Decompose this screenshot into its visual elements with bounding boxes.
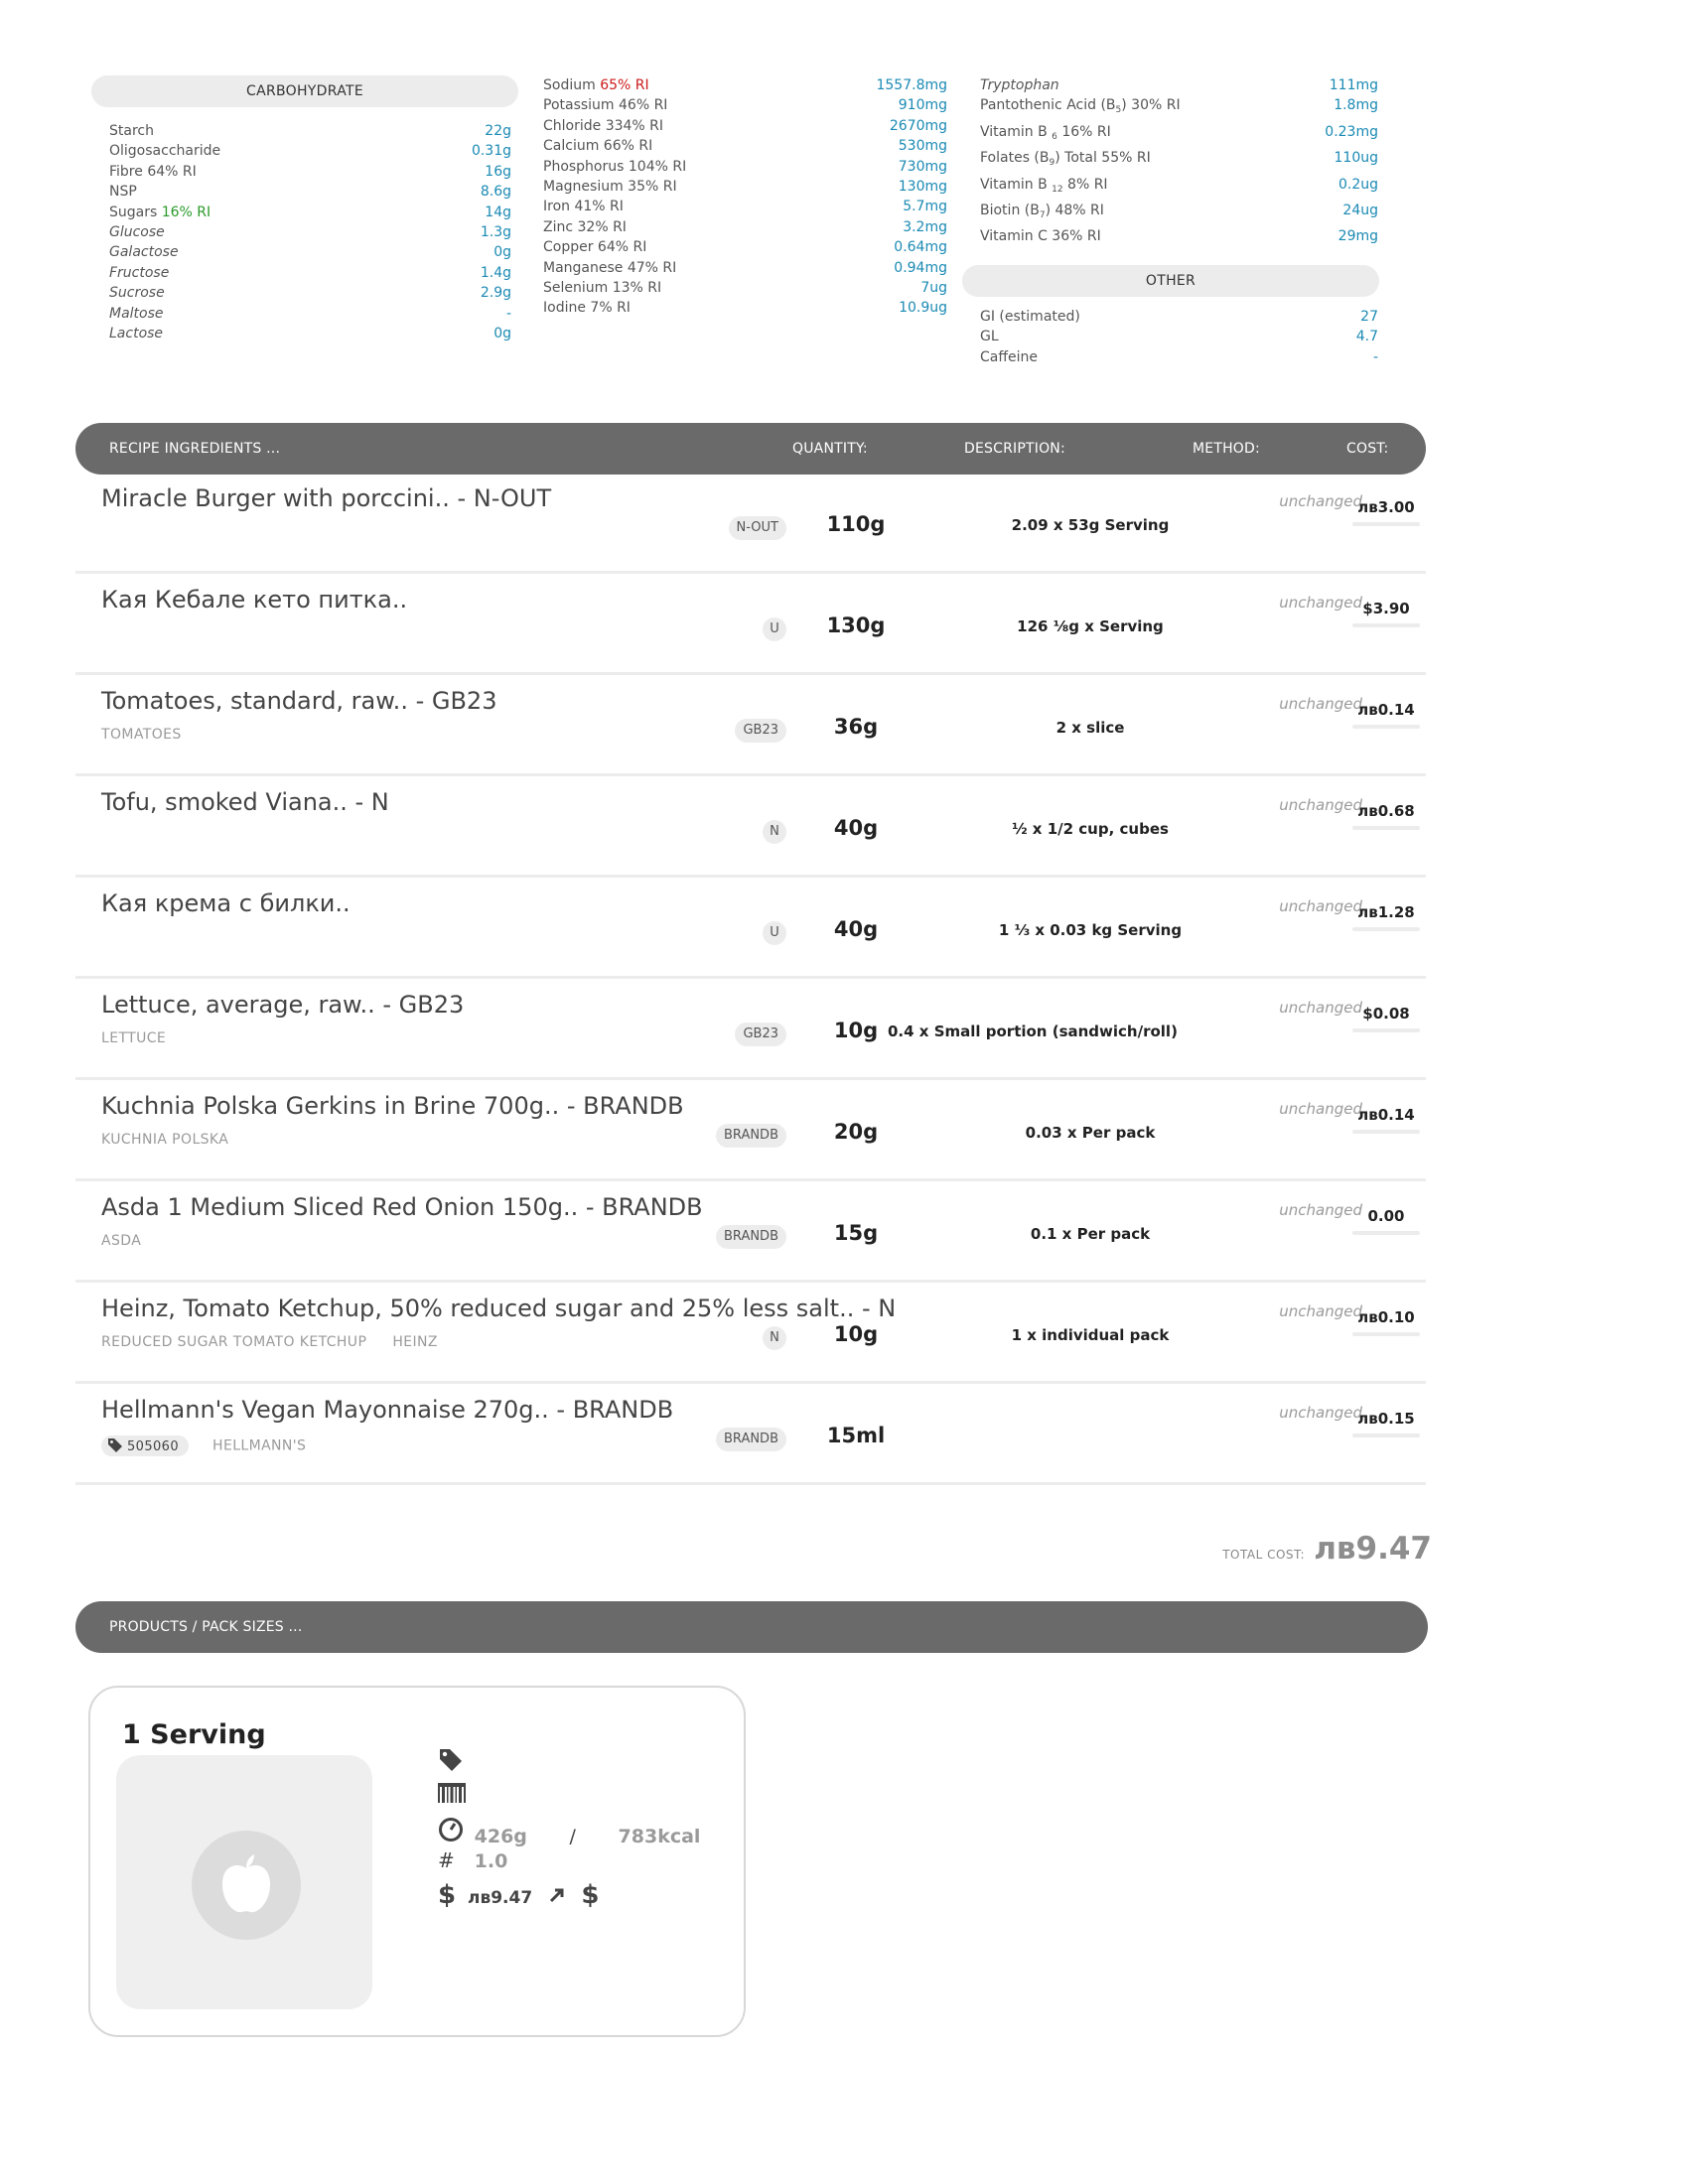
ingredient-name[interactable]: Tomatoes, standard, raw.. - GB23	[101, 687, 497, 715]
scale-icon	[438, 1817, 468, 1847]
ingredient-subtitle	[101, 1030, 166, 1046]
product-weight: 426g	[474, 1826, 527, 1847]
nutrient-value: 10.9ug	[899, 300, 947, 317]
nutrient-value: 2670mg	[889, 117, 947, 134]
nutrient-row	[109, 283, 511, 303]
ingredient-row[interactable]	[75, 979, 1426, 1080]
source-badge: N	[763, 820, 786, 844]
nutrient-row	[980, 347, 1378, 367]
ingredient-quantity[interactable]: 10g	[833, 1019, 879, 1042]
nutrient-row	[109, 141, 511, 161]
source-badge: BRANDB	[716, 1124, 786, 1148]
nutrient-value: -	[1372, 348, 1378, 365]
product-count: 1.0	[474, 1850, 508, 1872]
product-card-title: 1 Serving	[122, 1719, 266, 1750]
nutrient-value: 4.7	[1355, 329, 1378, 345]
nutrient-row	[109, 304, 511, 324]
nutrient-label: Caffeine	[980, 348, 1038, 365]
nutrient-value: 0.31g	[471, 143, 511, 160]
nutrient-row	[543, 75, 947, 95]
nutrient-label: Selenium 13% RI	[543, 279, 662, 296]
nutrient-value: 730mg	[898, 158, 947, 175]
product-count-row	[438, 1848, 507, 1872]
total-cost-value: лв9.47	[1314, 1531, 1432, 1567]
ingredient-quantity[interactable]: 15ml	[826, 1424, 886, 1447]
ingredient-method[interactable]: unchanged	[1279, 594, 1362, 612]
nutrient-label: Glucose	[109, 223, 165, 240]
nutrient-row	[109, 182, 511, 202]
recipe-ingredients-header[interactable]	[75, 423, 1426, 475]
nutrient-value: 8.6g	[480, 184, 511, 201]
ingredient-row[interactable]	[75, 878, 1426, 979]
ingredient-category: KUCHNIA POLSKA	[101, 1132, 229, 1148]
ingredient-cost[interactable]: лв0.15	[1332, 1410, 1441, 1437]
nutrient-label: NSP	[109, 184, 137, 201]
ingredient-cost[interactable]: лв1.28	[1332, 903, 1441, 931]
nutrient-value: 0.64mg	[894, 239, 947, 256]
ingredient-name[interactable]: Asda 1 Medium Sliced Red Onion 150g.. - BRANDB	[101, 1193, 703, 1221]
barcode-value: 505060	[127, 1439, 180, 1454]
ingredient-method[interactable]: unchanged	[1279, 492, 1362, 510]
ingredient-subtitle	[101, 1233, 141, 1249]
product-card[interactable]	[88, 1686, 746, 2037]
nutrient-row	[109, 324, 511, 343]
nutrient-value: 5.7mg	[903, 199, 947, 215]
ingredient-method[interactable]: unchanged	[1279, 897, 1362, 915]
source-badge: BRANDB	[716, 1428, 786, 1451]
nutrient-label: Galactose	[109, 244, 179, 261]
ingredient-quantity[interactable]: 110g	[826, 512, 886, 536]
nutrient-row	[109, 263, 511, 283]
nutrient-row	[543, 258, 947, 278]
ingredient-quantity[interactable]: 130g	[826, 614, 886, 637]
nutrient-row	[543, 237, 947, 257]
nutrient-value: 0.94mg	[894, 259, 947, 276]
nutrient-row	[543, 298, 947, 318]
nutrient-row-b6: Vitamin B $_6$ 16% RI 0.23mg	[980, 123, 1378, 142]
nutrient-row-b12: Vitamin B $_{12}$ 8% RI 0.2ug	[980, 176, 1378, 195]
method-column-header: METHOD:	[1193, 441, 1260, 457]
other-header: OTHER	[962, 265, 1379, 297]
nutrient-row-b7: Biotin $(B_7)$ 48% RI 24ug	[980, 202, 1378, 220]
nutrient-label: Fructose	[109, 264, 170, 281]
product-tag-row	[438, 1747, 468, 1778]
ingredient-category: TOMATOES	[101, 727, 182, 743]
ingredient-category: LETTUCE	[101, 1030, 167, 1046]
nutrient-value: 0g	[493, 325, 511, 341]
ingredient-description[interactable]: 0.4 x Small portion (sandwich/roll)	[888, 1023, 1178, 1040]
ingredient-quantity[interactable]: 20g	[833, 1120, 879, 1144]
ingredient-subtitle	[101, 1334, 438, 1350]
source-badge: GB23	[735, 719, 786, 743]
nutrient-label: GL	[980, 329, 999, 345]
ingredient-category: REDUCED SUGAR TOMATO KETCHUP	[101, 1334, 367, 1350]
nutrient-value: 130mg	[898, 178, 947, 195]
nutrient-row	[543, 177, 947, 197]
ingredient-description[interactable]: 2 x slice	[1055, 719, 1125, 737]
ingredient-quantity[interactable]: 15g	[833, 1221, 879, 1245]
nutrient-row	[543, 116, 947, 136]
vitamins-panel	[978, 75, 1385, 367]
nutrient-row	[543, 157, 947, 177]
tag-icon	[107, 1439, 127, 1454]
carbohydrate-panel	[91, 75, 518, 343]
ingredient-quantity[interactable]: 40g	[833, 816, 879, 840]
nutrient-value: 1.4g	[480, 264, 511, 281]
nutrient-row	[543, 278, 947, 298]
ingredient-method[interactable]: unchanged	[1279, 1302, 1362, 1320]
ingredient-quantity[interactable]: 40g	[833, 917, 879, 941]
source-badge: U	[763, 921, 786, 945]
products-title: PRODUCTS / PACK SIZES ...	[109, 1619, 303, 1635]
nutrient-label: GI (estimated)	[980, 308, 1080, 325]
dollar-icon-secondary: $	[581, 1880, 600, 1910]
nutrient-row	[109, 162, 511, 182]
barcode-tag[interactable]	[101, 1435, 189, 1456]
nutrient-label: Phosphorus 104% RI	[543, 158, 687, 175]
product-barcode-row	[438, 1783, 468, 1808]
nutrient-label: Lactose	[109, 325, 164, 341]
ingredient-description[interactable]: 2.09 x 53g Serving	[1011, 516, 1170, 534]
ingredient-quantity[interactable]: 10g	[833, 1322, 879, 1346]
nutrient-value: 7ug	[920, 279, 947, 296]
nutrient-value: 3.2mg	[903, 218, 947, 235]
hash-icon: #	[438, 1848, 455, 1872]
nutrient-value: 1.3g	[480, 223, 511, 240]
ingredient-description[interactable]: ½ x 1/2 cup, cubes	[1012, 820, 1169, 838]
ingredient-subtitle	[101, 1435, 306, 1456]
dollar-icon: $	[438, 1880, 457, 1910]
ingredient-brand: HELLMANN'S	[212, 1437, 307, 1454]
nutrient-row	[543, 136, 947, 156]
ingredient-row[interactable]	[75, 574, 1426, 675]
nutrient-value: -	[505, 305, 511, 322]
ingredient-name[interactable]: Tofu, smoked Viana.. - N	[101, 788, 389, 816]
nutrient-label: Sodium 65% RI	[543, 77, 649, 93]
nutrient-row	[980, 307, 1378, 327]
ingredient-method[interactable]: unchanged	[1279, 796, 1362, 814]
ingredient-row[interactable]	[75, 473, 1426, 574]
ingredient-cost[interactable]: $0.08	[1332, 1005, 1441, 1032]
apple-icon	[192, 1831, 301, 1940]
minerals-panel	[543, 75, 947, 319]
nutrient-row-vitamin-c: Vitamin C 36% RI 29mg	[980, 228, 1378, 245]
nutrient-label: Starch	[109, 123, 154, 139]
product-weight-row: 426g / 783kcal	[438, 1817, 700, 1847]
ingredient-row[interactable]	[75, 1181, 1426, 1283]
total-cost-label: TOTAL COST:	[1222, 1548, 1306, 1562]
barcode-icon	[438, 1783, 468, 1808]
nutrient-label: Sugars 16% RI	[109, 204, 211, 220]
ingredient-row[interactable]	[75, 1283, 1426, 1384]
ingredient-cost[interactable]: лв0.14	[1332, 1106, 1441, 1134]
cost-column-header: COST:	[1346, 441, 1389, 457]
ingredient-name[interactable]: Hellmann's Vegan Mayonnaise 270g.. - BRANDB	[101, 1396, 674, 1424]
ingredient-cost[interactable]: лв0.68	[1332, 802, 1441, 830]
ingredient-cost[interactable]: лв3.00	[1332, 498, 1441, 526]
ingredient-subtitle	[101, 727, 182, 743]
ingredient-name[interactable]: Heinz, Tomato Ketchup, 50% reduced sugar and 25% less salt.. - N	[101, 1295, 897, 1322]
nutrient-label: Zinc 32% RI	[543, 218, 627, 235]
ingredient-cost[interactable]: $3.90	[1332, 600, 1441, 627]
ingredient-cost[interactable]: лв0.10	[1332, 1308, 1441, 1336]
nutrient-row	[109, 121, 511, 141]
ingredient-brand: HEINZ	[392, 1334, 438, 1350]
nutrient-value: 2.9g	[480, 285, 511, 302]
ingredient-cost[interactable]: 0.00	[1332, 1207, 1441, 1235]
nutrient-row-b5: Pantothenic Acid $(B_5)$ 30% RI 1.8mg	[980, 97, 1378, 116]
product-price: лв9.47	[468, 1888, 533, 1908]
ingredient-description[interactable]: 0.1 x Per pack	[1030, 1225, 1151, 1243]
ingredient-row[interactable]	[75, 1080, 1426, 1181]
nutrient-row	[109, 203, 511, 222]
ingredient-description[interactable]: 1 ⅓ x 0.03 kg Serving	[998, 921, 1183, 939]
source-badge: BRANDB	[716, 1225, 786, 1249]
products-pack-sizes-header[interactable]	[75, 1601, 1428, 1653]
ingredient-method[interactable]: unchanged	[1279, 1100, 1362, 1118]
ingredient-name[interactable]: Lettuce, average, raw.. - GB23	[101, 991, 465, 1019]
nutrient-value: 530mg	[898, 138, 947, 155]
nutrient-label: Oligosaccharide	[109, 143, 221, 160]
arrow-icon	[549, 1886, 572, 1908]
nutrient-label: Iron 41% RI	[543, 199, 624, 215]
nutrient-row	[543, 95, 947, 115]
quantity-column-header: QUANTITY:	[792, 441, 868, 457]
ingredient-row[interactable]	[75, 1384, 1426, 1485]
tag-icon	[438, 1747, 468, 1778]
nutrient-row-b9: Folates $(B_9)$ Total 55% RI 110ug	[980, 150, 1378, 169]
ingredient-method[interactable]: unchanged	[1279, 999, 1362, 1017]
ingredient-method[interactable]: unchanged	[1279, 1201, 1362, 1219]
nutrient-row-tryptophan: Tryptophan 111mg	[980, 77, 1378, 93]
ingredient-row[interactable]	[75, 675, 1426, 776]
nutrient-value: 0g	[493, 244, 511, 261]
nutrient-value: 16g	[485, 163, 511, 180]
nutrient-row	[109, 242, 511, 262]
nutrient-value: 27	[1360, 308, 1378, 325]
ingredient-list	[75, 473, 1426, 1485]
nutrient-value: 1557.8mg	[876, 77, 947, 93]
source-badge: N-OUT	[729, 516, 786, 540]
nutrient-label: Chloride 334% RI	[543, 117, 664, 134]
carbohydrate-header: CARBOHYDRATE	[91, 75, 518, 107]
nutrient-label: Sucrose	[109, 285, 165, 302]
product-image-placeholder	[116, 1755, 372, 2009]
nutrient-label: Fibre 64% RI	[109, 163, 197, 180]
source-badge: U	[763, 617, 786, 641]
ingredient-row[interactable]	[75, 776, 1426, 878]
total-cost	[1222, 1531, 1432, 1567]
nutrient-label: Maltose	[109, 305, 164, 322]
ingredient-name[interactable]: Кая Кебале кето питка..	[101, 586, 408, 614]
nutrient-value: 22g	[485, 123, 511, 139]
ingredient-name[interactable]: Кая крема с билки..	[101, 889, 351, 917]
ingredient-description[interactable]: 126 ⅛g x Serving	[1017, 617, 1164, 635]
ingredient-category: ASDA	[101, 1233, 142, 1249]
ingredient-cost[interactable]: лв0.14	[1332, 701, 1441, 729]
ingredients-title: RECIPE INGREDIENTS ...	[109, 441, 281, 457]
ingredient-method[interactable]: unchanged	[1279, 1404, 1362, 1422]
ingredient-quantity[interactable]: 36g	[833, 715, 879, 739]
ingredient-subtitle	[101, 1132, 228, 1148]
nutrient-row	[980, 327, 1378, 346]
product-price-row	[438, 1880, 600, 1910]
nutrient-value: 910mg	[898, 97, 947, 114]
nutrient-label: Potassium 46% RI	[543, 97, 668, 114]
source-badge: N	[763, 1326, 786, 1350]
nutrient-label: Magnesium 35% RI	[543, 178, 677, 195]
source-badge: GB23	[735, 1023, 786, 1046]
nutrient-label: Iodine 7% RI	[543, 300, 631, 317]
ingredient-description[interactable]: 1 x individual pack	[1011, 1326, 1170, 1344]
ingredient-name[interactable]: Kuchnia Polska Gerkins in Brine 700g.. - BRANDB	[101, 1092, 684, 1120]
nutrient-label: Copper 64% RI	[543, 239, 647, 256]
product-energy: 783kcal	[618, 1826, 701, 1847]
nutrient-label: Calcium 66% RI	[543, 138, 653, 155]
description-column-header: DESCRIPTION:	[964, 441, 1065, 457]
nutrient-row	[109, 222, 511, 242]
ingredient-name[interactable]: Miracle Burger with porccini.. - N-OUT	[101, 484, 552, 512]
nutrient-row	[543, 197, 947, 216]
ingredient-description[interactable]: 0.03 x Per pack	[1025, 1124, 1156, 1142]
ingredient-method[interactable]: unchanged	[1279, 695, 1362, 713]
nutrient-row	[543, 217, 947, 237]
nutrient-value: 14g	[485, 204, 511, 220]
nutrient-label: Manganese 47% RI	[543, 259, 677, 276]
